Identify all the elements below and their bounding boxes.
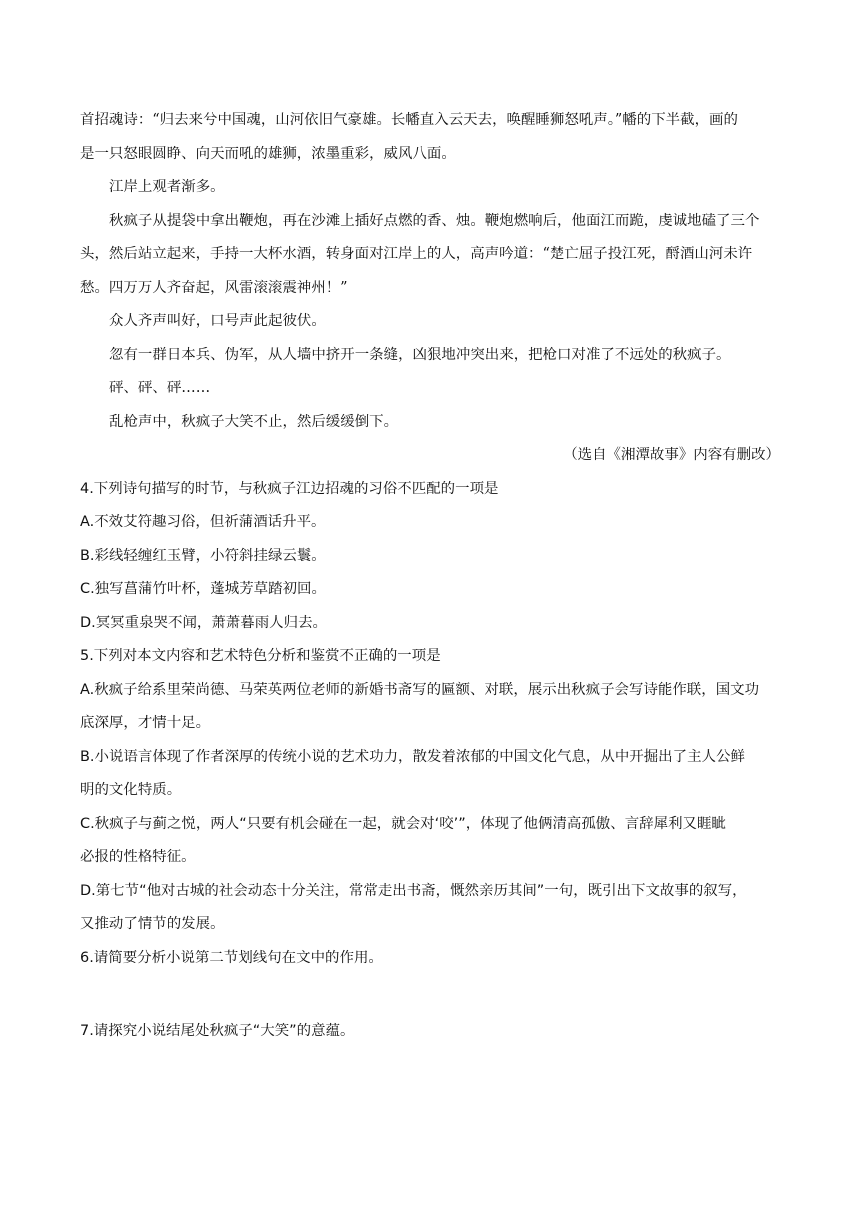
question-5-option-b: B.小说语言体现了作者深厚的传统小说的艺术功力，散发着浓郁的中国文化气息，从中开掘出了主人公鲜 (80, 748, 745, 765)
question-4-option-d: D.冥冥重泉哭不闻，萧萧暮雨人归去。 (80, 614, 327, 631)
question-4-option-c: C.独写菖蒲竹叶杯，蓬城芳草踏初回。 (80, 581, 326, 597)
question-5-option-a: A.秋疯子给系里荣尚德、马荣英两位老师的新婚书斋写的匾额、对联，展示出秋疯子会写诗能作联，国文功 (80, 681, 760, 698)
passage-line: 头，然后站立起来，手持一大杯水酒，转身面对江岸上的人，高声吟道：“楚亡屈子投江死，酹酒山河未许 (80, 246, 753, 262)
passage-line: 首招魂诗：“归去来兮中国魂，山河依旧气豪雄。长幡直入云天去，唤醒睡狮怒吼声。”幡的下半截，画的 (80, 112, 738, 128)
question-4-option-b: B.彩线轻缠红玉臂，小符斜挂绿云鬟。 (80, 547, 326, 564)
question-4-option-a: A.不效艾符趣习俗，但祈蒲酒话升平。 (80, 514, 326, 530)
passage-paragraph: 众人齐声叫好，口号声此起彼伏。 (109, 313, 326, 329)
question-5-option-a-cont: 底深厚，才情十足。 (80, 715, 211, 731)
question-4-stem: 4.下列诗句描写的时节，与秋疯子江边招魂的习俗不匹配的一项是 (80, 480, 499, 497)
passage-line: 是一只怒眼圆睁、向天而吼的雄狮，浓墨重彩，威风八面。 (80, 145, 456, 162)
passage-line: 秋疯子从提袋中拿出鞭炮，再在沙滩上插好点燃的香、烛。鞭炮燃响后，他面江而跪，虔诚地磕了三个 (109, 212, 760, 229)
passage-source: （选自《湘潭故事》内容有删改） (563, 447, 780, 463)
passage-line: 愁。四万万人齐奋起，风雷滚滚震神州！” (80, 279, 348, 296)
passage-paragraph: 忽有一群日本兵、伪军，从人墙中挤开一条缝，凶狠地冲突出来，把枪口对准了不远处的秋疯子。 (109, 346, 731, 363)
passage-paragraph: 江岸上观者渐多。 (109, 179, 225, 195)
passage-paragraph: 砰、砰、砰…… (109, 380, 211, 396)
question-5-option-b-cont: 明的文化特质。 (80, 782, 182, 798)
question-5-option-c: C.秋疯子与蓟之悦，两人“只要有机会碰在一起，就会对‘咬’”，体现了他俩清高孤傲、言辞犀利又睚眦 (80, 815, 726, 832)
passage-paragraph: 乱枪声中，秋疯子大笑不止，然后缓缓倒下。 (109, 413, 399, 430)
question-6: 6.请简要分析小说第二节划线句在文中的作用。 (80, 949, 383, 966)
question-7: 7.请探究小说结尾处秋疯子“大笑”的意蕴。 (80, 1023, 355, 1039)
document-page (80, 104, 782, 1049)
question-5-option-d-cont: 又推动了情节的发展。 (80, 916, 225, 932)
question-5-stem: 5.下列对本文内容和艺术特色分析和鉴赏不正确的一项是 (80, 648, 441, 664)
question-5-option-c-cont: 必报的性格特征。 (80, 849, 196, 865)
answer-space (80, 975, 782, 1015)
question-5-option-d: D.第七节“他对古城的社会动态十分关注，常常走出书斋，慨然亲历其间”一句，既引出下文故事的叙写， (80, 882, 747, 899)
